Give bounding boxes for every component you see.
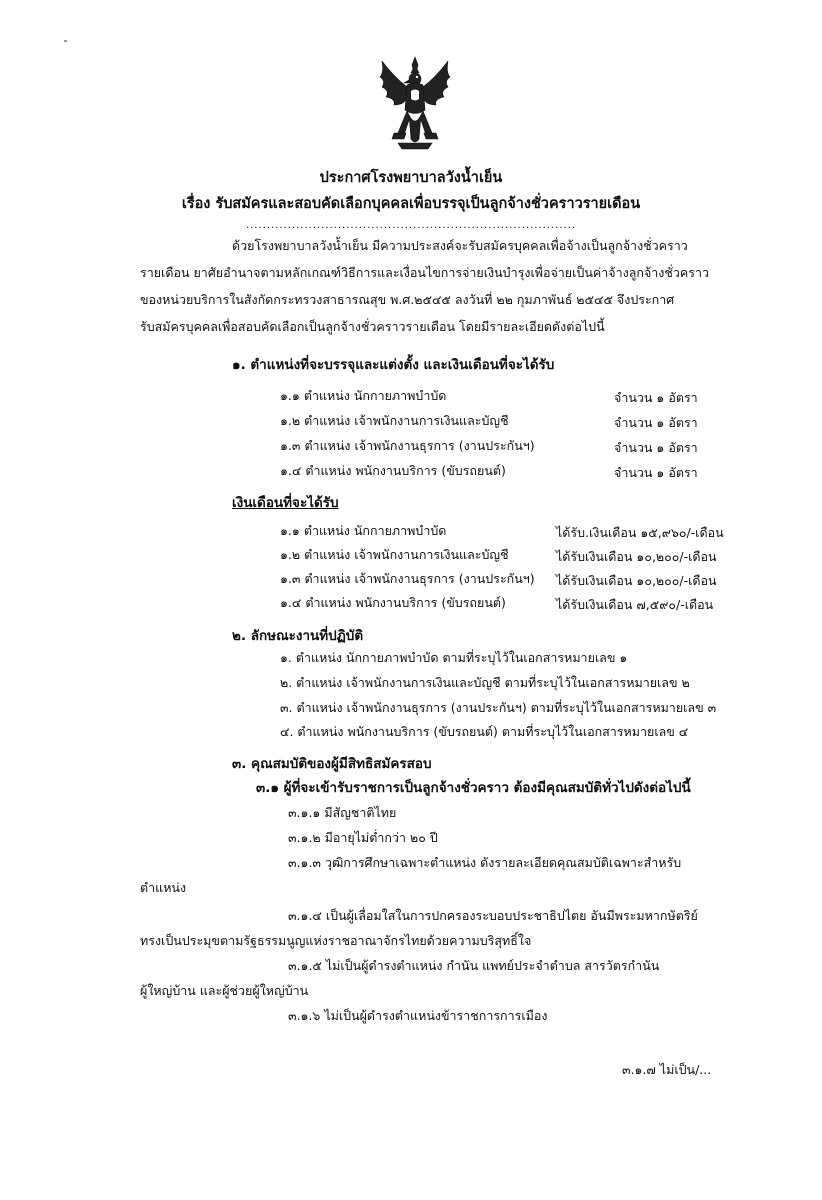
position-number: ๑.๔ (280, 463, 302, 478)
salary-position-label: ตำแหน่ง เจ้าพนักงานการเงินและบัญชี (304, 547, 509, 562)
salary-row (280, 523, 446, 538)
position-count: จำนวน ๑ อัตรา (614, 440, 698, 455)
intro-line-4: รับสมัครบุคคลเพื่อสอบคัดเลือกเป็นลูกจ้างชั่วคราวรายเดือน โดยมีรายละเอียดดังต่อไปนี้ (140, 319, 605, 334)
position-row (280, 413, 509, 428)
announcement-title: ประกาศโรงพยาบาลวังน้ำเย็น (319, 170, 503, 186)
position-label: ตำแหน่ง นักกายภาพบำบัด (303, 388, 447, 403)
title-separator: ............................................................................... (245, 220, 577, 231)
qualification-item: ๓.๑.๓ วุฒิการศึกษาเฉพาะตำแหน่ง ดังรายละเอียดคุณสมบัติเฉพาะสำหรับ (288, 855, 682, 870)
salary-position-label: ตำแหน่ง เจ้าพนักงานธุรการ (งานประกันฯ) (304, 571, 535, 586)
salary-amount: ได้รับเงินเดือน ๗,๕๙๐/-เดือน (556, 597, 714, 612)
section-2-heading: ๒. ลักษณะงานที่ปฏิบัติ (232, 628, 364, 644)
salary-number: ๑.๑ (280, 523, 300, 538)
intro-line-3: ของหน่วยบริการในสังกัดกระทรวงสาธารณสุข พ.ศ.๒๕๔๕ ลงวันที่ ๒๒ กุมภาพันธ์ ๒๕๔๕ จึงประกาศ (140, 292, 675, 307)
salary-row (280, 547, 509, 562)
page-continuation-marker: ๓.๑.๗ ไม่เป็น/... (622, 1062, 712, 1077)
duty-item: ๔. ตำแหน่ง พนักงานบริการ (ขับรถยนต์) ตามที่ระบุไว้ในเอกสารหมายเลข ๔ (280, 724, 689, 739)
position-label: ตำแหน่ง เจ้าพนักงานธุรการ (งานประกันฯ) (304, 438, 535, 453)
qualification-continuation: ผู้ใหญ่บ้าน และผู้ช่วยผู้ใหญ่บ้าน (140, 983, 309, 998)
position-label: ตำแหน่ง เจ้าพนักงานการเงินและบัญชี (304, 413, 509, 428)
section-1-heading: ๑. ตำแหน่งที่จะบรรจุและแต่งตั้ง และเงินเดือนที่จะได้รับ (232, 357, 555, 373)
section-3-heading: ๓. คุณสมบัติของผู้มีสิทธิสมัครสอบ (232, 756, 432, 772)
qualification-item: ๓.๑.๕ ไม่เป็นผู้ดำรงตำแหน่ง กำนัน แพทย์ประจำตำบล สารวัตรกำนัน (288, 958, 660, 973)
salary-number: ๑.๔ (280, 595, 302, 610)
salary-row (280, 595, 506, 610)
salary-heading: เงินเดือนที่จะได้รับ (232, 495, 339, 511)
position-number: ๑.๒ (280, 413, 301, 428)
position-number: ๑.๓ (280, 438, 301, 453)
position-row (280, 438, 535, 453)
garuda-emblem-icon (376, 55, 454, 155)
position-row (280, 463, 506, 478)
position-number: ๑.๑ (280, 388, 300, 403)
qualification-item: ๓.๑.๖ ไม่เป็นผู้ดำรงตำแหน่งข้าราชการการเมือง (288, 1008, 548, 1023)
intro-line-2: รายเดือน ยาศัยอำนาจตามหลักเกณฑ์วิธีการและเงื่อนไขการจ่ายเงินบำรุงเพื่อจ่ายเป็นค่าจ้างลูกจ้างชั่วคราว (140, 265, 710, 280)
salary-position-label: ตำแหน่ง พนักงานบริการ (ขับรถยนต์) (305, 595, 506, 610)
section-3-1-heading: ๓.๑ ผู้ที่จะเข้ารับราชการเป็นลูกจ้างชั่วคราว ต้องมีคุณสมบัติทั่วไปดังต่อไปนี้ (256, 780, 691, 796)
position-row (280, 388, 446, 403)
position-count: จำนวน ๑ อัตรา (614, 415, 698, 430)
announcement-subject: เรื่อง รับสมัครและสอบคัดเลือกบุคคลเพื่อบรรจุเป็นลูกจ้างชั่วคราวรายเดือน (181, 196, 641, 212)
salary-number: ๑.๒ (280, 547, 301, 562)
duty-item: ๒. ตำแหน่ง เจ้าพนักงานการเงินและบัญชี ตามที่ระบุไว้ในเอกสารหมายเลข ๒ (280, 675, 690, 690)
salary-number: ๑.๓ (280, 571, 301, 586)
qualification-continuation: ตำแหน่ง (140, 880, 187, 895)
intro-line-1: ด้วยโรงพยาบาลวังน้ำเย็น มีความประสงค์จะรับสมัครบุคคลเพื่อจ้างเป็นลูกจ้างชั่วคราว (232, 238, 688, 253)
position-count: จำนวน ๑ อัตรา (614, 465, 698, 480)
salary-amount: ได้รับเงินเดือน ๑๐,๒๐๐/-เดือน (556, 549, 717, 564)
qualification-continuation: ทรงเป็นประมุขตามรัฐธรรมนูญแห่งราชอาณาจักรไทยด้วยความบริสุทธิ์ใจ (140, 933, 532, 948)
duty-item: ๓. ตำแหน่ง เจ้าพนักงานธุรการ (งานประกันฯ) ตามที่ระบุไว้ในเอกสารหมายเลข ๓ (280, 700, 717, 715)
qualification-item: ๓.๑.๒ มีอายุไม่ต่ำกว่า ๒๐ ปี (288, 830, 438, 845)
salary-position-label: ตำแหน่ง นักกายภาพบำบัด (303, 523, 447, 538)
qualification-item: ๓.๑.๔ เป็นผู้เลื่อมใสในการปกครองระบอบประชาธิปไตย อันมีพระมหากษัตริย์ (288, 908, 698, 923)
duty-item: ๑. ตำแหน่ง นักกายภาพบำบัด ตามที่ระบุไว้ในเอกสารหมายเลข ๑ (280, 650, 628, 665)
qualification-item: ๓.๑.๑ มีสัญชาติไทย (288, 805, 397, 820)
salary-amount: ได้รับ.เงินเดือน ๑๕,๙๖๐/-เดือน (556, 525, 724, 540)
position-count: จำนวน ๑ อัตรา (614, 390, 698, 405)
position-label: ตำแหน่ง พนักงานบริการ (ขับรถยนต์) (305, 463, 506, 478)
salary-row (280, 571, 535, 586)
scan-speck (64, 40, 67, 42)
salary-amount: ได้รับเงินเดือน ๑๐,๒๐๐/-เดือน (556, 573, 717, 588)
